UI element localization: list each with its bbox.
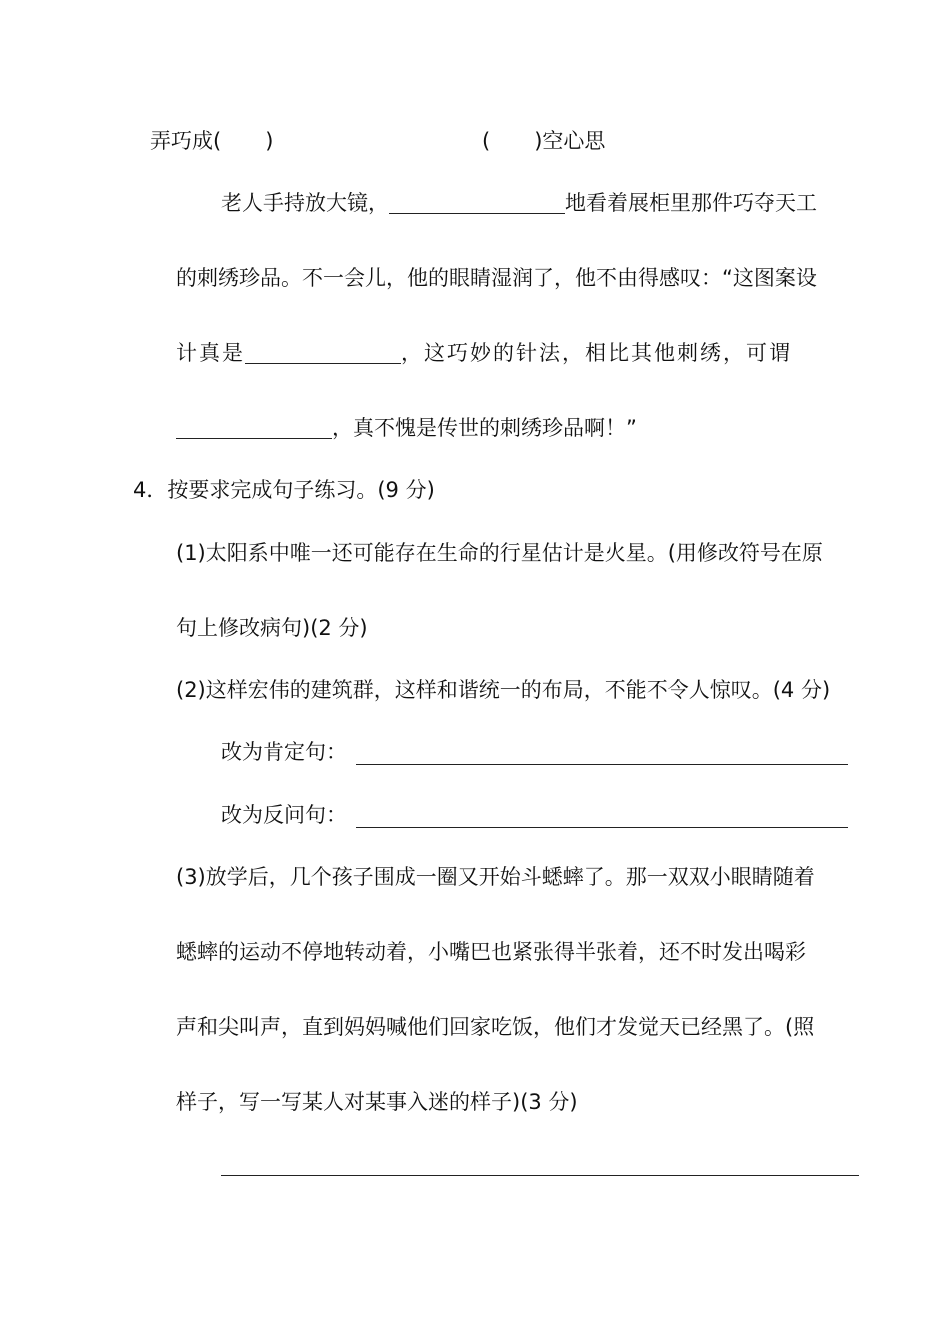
idiom-right-prefix: ( [482,129,491,153]
q4-item-3-line-1: (3)放学后，几个孩子围成一圈又开始斗蟋蟀了。那一双双小眼睛随着 [176,865,815,889]
item-3-answer-line[interactable] [221,1175,859,1176]
idiom-right-suffix: )空心思 [534,129,606,153]
q4-item-1-line-2: 句上修改病句)(2 分) [176,616,368,640]
passage-line-3 [176,338,792,368]
passage-line-2: 的刺绣珍品。不一会儿，他的眼睛湿润了，他不由得感叹：“这图案设 [176,266,817,290]
passage-line-1 [221,188,817,218]
q4-item-3-line-3: 声和尖叫声，直到妈妈喊他们回家吃饭，他们才发觉天已经黑了。(照 [176,1015,815,1039]
question-4-title: 4．按要求完成句子练习。(9 分) [133,478,435,502]
rhetorical-label: 改为反问句： [221,803,347,827]
passage-text: 地看着展柜里那件巧夺天工 [565,191,817,215]
idiom-row [150,126,273,156]
passage-blank-1[interactable] [389,191,565,214]
q4-item-2: (2)这样宏伟的建筑群，这样和谐统一的布局，不能不令人惊叹。(4 分) [176,678,831,702]
idiom-left-suffix: ) [265,129,274,153]
q4-item-1-line-1: (1)太阳系中唯一还可能存在生命的行星估计是火星。(用修改符号在原 [176,541,823,565]
passage-text: ，这巧妙的针法，相比其他刺绣，可谓 [401,341,792,365]
q4-item-3-line-4: 样子，写一写某人对某事入迷的样子)(3 分) [176,1090,578,1114]
affirm-answer-line[interactable] [356,764,848,765]
idiom-left-prefix: 弄巧成( [150,129,222,153]
passage-text: 老人手持放大镜， [221,191,389,215]
passage-line-4 [176,413,637,443]
rhetorical-answer-line[interactable] [356,827,848,828]
affirm-label: 改为肯定句： [221,740,347,764]
passage-blank-3[interactable] [176,416,332,439]
passage-text: ，真不愧是传世的刺绣珍品啊！” [332,416,637,440]
q4-item-3-line-2: 蟋蟀的运动不停地转动着，小嘴巴也紧张得半张着，还不时发出喝彩 [176,940,806,964]
idiom-row-right [482,126,605,156]
passage-blank-2[interactable] [245,341,401,364]
passage-text: 计真是 [176,341,245,365]
